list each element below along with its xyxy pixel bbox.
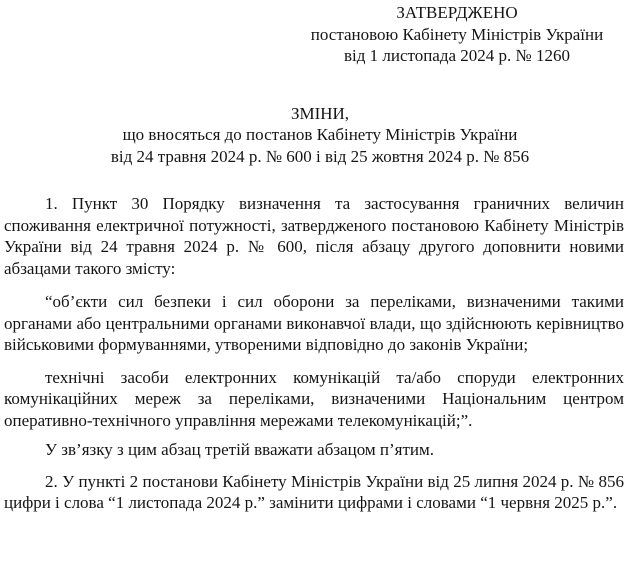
paragraph-4: У зв’язку з цим абзац третій вважати абзацом п’ятим. [45, 440, 434, 459]
paragraph-5: 2. У пункті 2 постанови Кабінету Міністрів України від 25 липня 2024 р. № 856 цифри і слова “1 листопада 2024 р.” замінити цифрами і словами “1 червня 2025 р.”. [4, 471, 624, 512]
document-title-line-2: що вносяться до постанов Кабінету Міністрів України [122, 125, 518, 144]
approval-stamp-line-3: від 1 листопада 2024 р. № 1260 [343, 46, 571, 65]
document-body [0, 193, 640, 514]
paragraph-2: “об’єкти сил безпеки і сил оборони за переліками, визначеними такими органами або центральними органами виконавчої влади, що здійснюють керівництво військовими формуваннями, утвореними відповідно до законів України; [4, 292, 624, 354]
document-title-line-3: від 24 травня 2024 р. № 600 і від 25 жовтня 2024 р. № 856 [110, 146, 530, 166]
paragraph-3: технічні засоби електронних комунікацій та/або споруди електронних комунікаційних мереж за переліками, визначеними Національним центром оперативно-технічного управління мережами телекомунікацій;”. [4, 367, 624, 430]
approval-stamp-line-1: ЗАТВЕРДЖЕНО [396, 3, 518, 22]
paragraph-1: 1. Пункт 30 Порядку визначення та застосування граничних величин споживання електричної потужності, затвердженого постановою Кабінету Міністрів України від 24 травня 2024 р. № 600, після абзацу другого доповнити новими абзацами такого змісту: [4, 194, 624, 278]
document-title-block [0, 103, 640, 168]
approval-stamp-line-2: постановою Кабінету Міністрів України [310, 24, 604, 44]
approval-stamp-block [284, 2, 630, 67]
document-title-line-1: ЗМІНИ, [290, 103, 350, 123]
